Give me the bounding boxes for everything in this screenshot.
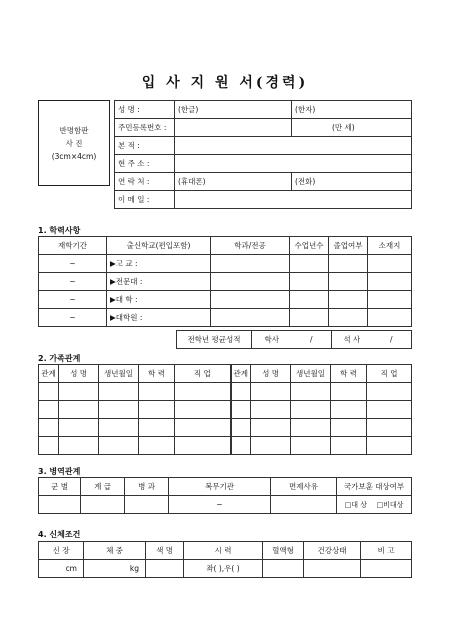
family-cell[interactable] bbox=[139, 401, 175, 419]
name-hanja-field[interactable]: (한자) bbox=[292, 101, 412, 119]
education-header-row bbox=[39, 237, 412, 255]
family-cell[interactable] bbox=[331, 437, 367, 455]
major-cell[interactable] bbox=[211, 309, 290, 327]
family-cell[interactable] bbox=[139, 437, 175, 455]
family-cell[interactable] bbox=[291, 419, 331, 437]
blood-type-cell[interactable] bbox=[263, 560, 304, 578]
years-cell[interactable] bbox=[290, 291, 329, 309]
body-table bbox=[38, 541, 412, 578]
family-cell[interactable] bbox=[231, 419, 251, 437]
family-cell[interactable] bbox=[251, 383, 291, 401]
period-cell[interactable]: ~ bbox=[39, 309, 107, 327]
personal-label: 본 적 : bbox=[115, 137, 175, 155]
family-cell[interactable] bbox=[175, 419, 231, 437]
col-header: 혈액형 bbox=[263, 542, 304, 560]
graduation-cell[interactable] bbox=[329, 309, 368, 327]
col-header: 직 업 bbox=[367, 365, 412, 383]
family-cell[interactable] bbox=[367, 401, 412, 419]
graduation-cell[interactable] bbox=[329, 255, 368, 273]
location-cell[interactable] bbox=[368, 255, 412, 273]
major-cell[interactable] bbox=[211, 255, 290, 273]
personal-row bbox=[115, 191, 412, 209]
col-header: 면제사유 bbox=[271, 478, 337, 496]
location-cell[interactable] bbox=[368, 309, 412, 327]
bachelor-gpa-field[interactable]: 학사 bbox=[252, 331, 292, 349]
period-cell[interactable]: ~ bbox=[39, 291, 107, 309]
col-header: 수업년수 bbox=[290, 237, 329, 255]
col-header: 출신학교(편입포함) bbox=[107, 237, 211, 255]
military-heading: 3. 병역관계 bbox=[38, 467, 81, 476]
health-cell[interactable] bbox=[304, 560, 361, 578]
col-header: 학 력 bbox=[139, 365, 175, 383]
military-table bbox=[38, 477, 412, 514]
col-header: 성 명 bbox=[251, 365, 291, 383]
resident-number-field[interactable] bbox=[175, 119, 292, 137]
height-cell[interactable]: cm bbox=[39, 560, 84, 578]
veteran-no-checkbox[interactable]: □비대상 bbox=[376, 500, 404, 509]
family-cell[interactable] bbox=[231, 401, 251, 419]
personal-label: 이 메 일 : bbox=[115, 191, 175, 209]
mobile-field[interactable]: (휴대폰) bbox=[175, 173, 292, 191]
personal-label: 연 락 처 : bbox=[115, 173, 175, 191]
location-cell[interactable] bbox=[368, 273, 412, 291]
school-cell[interactable]: ▶대 학 : bbox=[107, 291, 211, 309]
branch-cell[interactable] bbox=[39, 496, 81, 514]
remarks-cell[interactable] bbox=[361, 560, 412, 578]
graduation-cell[interactable] bbox=[329, 273, 368, 291]
col-header: 소재지 bbox=[368, 237, 412, 255]
phone-field[interactable]: (전화) bbox=[292, 173, 412, 191]
education-row bbox=[39, 291, 412, 309]
body-header-row bbox=[39, 542, 412, 560]
family-cell[interactable] bbox=[139, 419, 175, 437]
school-cell[interactable]: ▶고 교 : bbox=[107, 255, 211, 273]
age-field[interactable]: (만 세) bbox=[292, 119, 412, 137]
graduation-cell[interactable] bbox=[329, 291, 368, 309]
col-header: 비 고 bbox=[361, 542, 412, 560]
personal-label: 주민등록번호 : bbox=[115, 119, 175, 137]
education-table bbox=[38, 236, 412, 327]
col-header: 색 명 bbox=[146, 542, 184, 560]
col-header: 신 장 bbox=[39, 542, 84, 560]
family-cell[interactable] bbox=[251, 437, 291, 455]
period-cell[interactable]: ~ bbox=[39, 255, 107, 273]
family-row bbox=[39, 437, 412, 455]
family-cell[interactable] bbox=[99, 401, 139, 419]
col-header: 직 업 bbox=[175, 365, 231, 383]
family-cell[interactable] bbox=[99, 383, 139, 401]
military-header-row bbox=[39, 478, 412, 496]
col-header: 관계 bbox=[39, 365, 59, 383]
personal-label: 성 명 : bbox=[115, 101, 175, 119]
photo-box[interactable] bbox=[38, 100, 110, 186]
col-header: 시 력 bbox=[184, 542, 263, 560]
name-korean-field[interactable]: (한글) bbox=[175, 101, 292, 119]
years-cell[interactable] bbox=[290, 255, 329, 273]
domicile-field[interactable] bbox=[175, 137, 412, 155]
family-cell[interactable] bbox=[99, 437, 139, 455]
col-header: 졸업여부 bbox=[329, 237, 368, 255]
col-header: 군 별 bbox=[39, 478, 81, 496]
family-cell[interactable] bbox=[39, 419, 59, 437]
school-cell[interactable]: ▶대학원 : bbox=[107, 309, 211, 327]
personal-row bbox=[115, 101, 412, 119]
personal-row bbox=[115, 119, 412, 137]
col-header: 계 급 bbox=[81, 478, 125, 496]
family-cell[interactable] bbox=[251, 419, 291, 437]
military-row bbox=[39, 496, 412, 514]
col-header: 재학기간 bbox=[39, 237, 107, 255]
family-cell[interactable] bbox=[175, 437, 231, 455]
family-cell[interactable] bbox=[39, 437, 59, 455]
education-row bbox=[39, 273, 412, 291]
family-header-row bbox=[39, 365, 412, 383]
gpa-slash: / bbox=[292, 331, 332, 349]
family-cell[interactable] bbox=[291, 383, 331, 401]
rank-cell[interactable] bbox=[81, 496, 125, 514]
family-cell[interactable] bbox=[331, 401, 367, 419]
family-cell[interactable] bbox=[231, 437, 251, 455]
family-table bbox=[38, 364, 412, 455]
personal-label: 현 주 소 : bbox=[115, 155, 175, 173]
personal-row bbox=[115, 137, 412, 155]
education-row bbox=[39, 255, 412, 273]
master-gpa-field[interactable]: 석 사 bbox=[332, 331, 372, 349]
education-row bbox=[39, 309, 412, 327]
photo-label-1: 반명함판 bbox=[59, 125, 89, 135]
years-cell[interactable] bbox=[290, 309, 329, 327]
gpa-table bbox=[176, 330, 412, 349]
exemption-cell[interactable] bbox=[271, 496, 337, 514]
family-cell[interactable] bbox=[331, 383, 367, 401]
col-header: 병 과 bbox=[125, 478, 169, 496]
family-cell[interactable] bbox=[59, 401, 99, 419]
body-heading: 4. 신체조건 bbox=[38, 530, 81, 539]
photo-label-3: (3cm×4cm) bbox=[51, 151, 97, 161]
email-field[interactable] bbox=[175, 191, 412, 209]
col-header: 성 명 bbox=[59, 365, 99, 383]
col-header: 건강상태 bbox=[304, 542, 361, 560]
col-header: 체 중 bbox=[84, 542, 146, 560]
gpa-label: 전학년 평균성적 bbox=[177, 331, 252, 349]
family-cell[interactable] bbox=[39, 383, 59, 401]
family-cell[interactable] bbox=[367, 419, 412, 437]
family-cell[interactable] bbox=[175, 401, 231, 419]
col-header: 학 력 bbox=[331, 365, 367, 383]
family-cell[interactable] bbox=[139, 383, 175, 401]
page-title: 입 사 지 원 서(경력) bbox=[141, 75, 309, 91]
gpa-slash: / bbox=[372, 331, 412, 349]
family-heading: 2. 가족관계 bbox=[38, 354, 81, 363]
family-cell[interactable] bbox=[59, 437, 99, 455]
specialty-cell[interactable] bbox=[125, 496, 169, 514]
years-cell[interactable] bbox=[290, 273, 329, 291]
photo-label-2: 사 진 bbox=[65, 138, 83, 148]
col-header: 복무기관 bbox=[169, 478, 271, 496]
family-cell[interactable] bbox=[291, 437, 331, 455]
family-cell[interactable] bbox=[231, 383, 251, 401]
family-cell[interactable] bbox=[251, 401, 291, 419]
major-cell[interactable] bbox=[211, 273, 290, 291]
family-cell[interactable] bbox=[175, 383, 231, 401]
family-row bbox=[39, 401, 412, 419]
location-cell[interactable] bbox=[368, 291, 412, 309]
service-period-cell[interactable]: ~ bbox=[169, 496, 271, 514]
body-row bbox=[39, 560, 412, 578]
school-cell[interactable]: ▶전문대 : bbox=[107, 273, 211, 291]
education-heading: 1. 학력사항 bbox=[38, 226, 81, 235]
veteran-yes-checkbox[interactable]: □대 상 bbox=[344, 500, 367, 509]
family-cell[interactable] bbox=[59, 383, 99, 401]
veteran-status-cell bbox=[337, 496, 412, 514]
family-cell[interactable] bbox=[99, 419, 139, 437]
family-row bbox=[39, 419, 412, 437]
personal-row bbox=[115, 155, 412, 173]
family-cell[interactable] bbox=[367, 437, 412, 455]
color-vision-cell[interactable] bbox=[146, 560, 184, 578]
personal-row bbox=[115, 173, 412, 191]
family-cell[interactable] bbox=[331, 419, 367, 437]
col-header: 생년월일 bbox=[99, 365, 139, 383]
vision-cell[interactable]: 좌( ),우( ) bbox=[184, 560, 263, 578]
family-cell[interactable] bbox=[59, 419, 99, 437]
col-header: 국가보훈 대상여부 bbox=[337, 478, 412, 496]
col-header: 관계 bbox=[231, 365, 251, 383]
personal-info-table bbox=[114, 100, 412, 209]
col-header: 학과/전공 bbox=[211, 237, 290, 255]
col-header: 생년월일 bbox=[291, 365, 331, 383]
family-cell[interactable] bbox=[291, 401, 331, 419]
period-cell[interactable]: ~ bbox=[39, 273, 107, 291]
family-cell[interactable] bbox=[367, 383, 412, 401]
family-cell[interactable] bbox=[39, 401, 59, 419]
weight-cell[interactable]: kg bbox=[84, 560, 146, 578]
family-row bbox=[39, 383, 412, 401]
major-cell[interactable] bbox=[211, 291, 290, 309]
gpa-row bbox=[177, 331, 412, 349]
address-field[interactable] bbox=[175, 155, 412, 173]
